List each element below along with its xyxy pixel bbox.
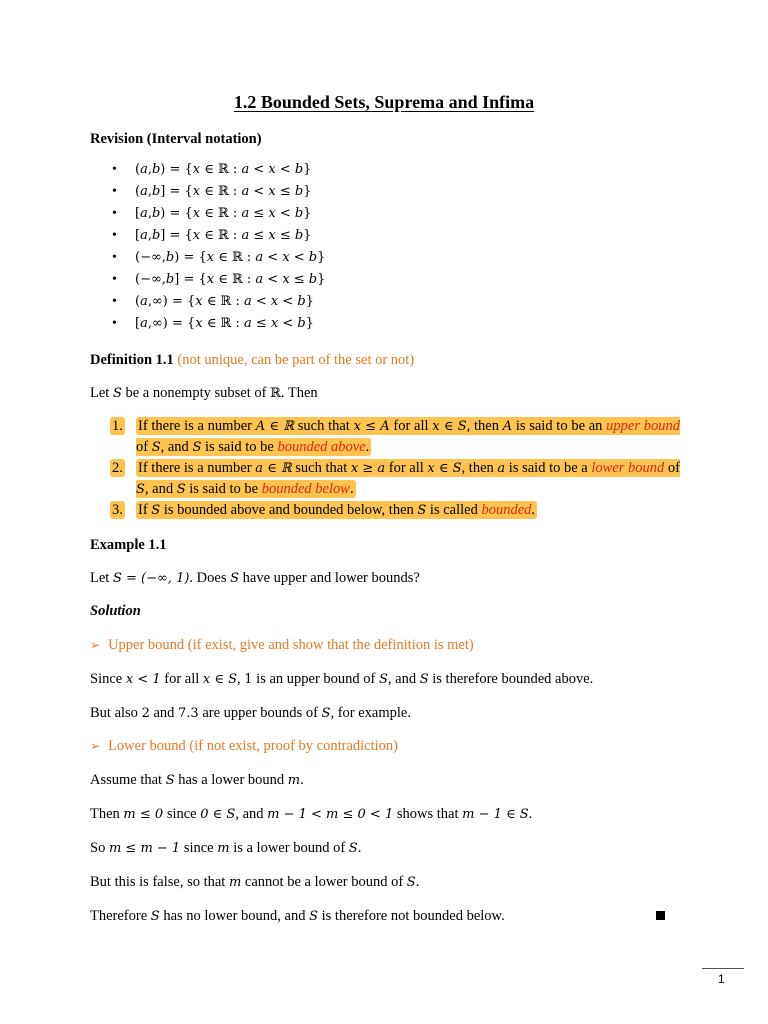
definition-item: 1. If there is a number 𝐴 ∈ ℝ such that 𝑥 ≤ 𝐴 for all 𝑥 ∈ 𝑆, then 𝐴 is said to be an upper bound of 𝑆, and 𝑆 is said to be bounded above.: [112, 418, 680, 455]
page-title: 1.2 Bounded Sets, Suprema and Infima: [233, 92, 535, 112]
definition-list: [110, 416, 680, 521]
list-item: • (𝑎,𝑏] = {𝑥 ∈ ℝ : 𝑎 < 𝑥 ≤ 𝑏}: [90, 184, 325, 206]
list-item: • [𝑎,∞) = {𝑥 ∈ ℝ : 𝑎 ≤ 𝑥 < 𝑏}: [90, 316, 325, 338]
bullet-icon: •: [112, 316, 117, 331]
qed-icon: [656, 911, 665, 920]
bullet-icon: •: [112, 206, 117, 221]
example-question: Let 𝑆 = (−∞, 1). Does 𝑆 have upper and lower bounds?: [90, 570, 420, 586]
list-item: • (𝑎,𝑏) = {𝑥 ∈ ℝ : 𝑎 < 𝑥 < 𝑏}: [90, 162, 325, 184]
arrow-bullet-icon: ➢: [90, 739, 101, 753]
upper-line-1: Since 𝑥 < 1 for all 𝑥 ∈ 𝑆, 1 is an upper bound of 𝑆, and 𝑆 is therefore bounded above.: [90, 671, 594, 687]
list-item: • [𝑎,𝑏] = {𝑥 ∈ ℝ : 𝑎 ≤ 𝑥 ≤ 𝑏}: [90, 228, 325, 250]
solution-heading: Solution: [90, 603, 141, 619]
list-item: • (−∞,𝑏] = {𝑥 ∈ ℝ : 𝑎 < 𝑥 ≤ 𝑏}: [90, 272, 325, 294]
bullet-icon: •: [112, 162, 117, 177]
footer-divider: [702, 968, 744, 969]
lower-line-2: Then 𝑚 ≤ 0 since 0 ∈ 𝑆, and 𝑚 − 1 < 𝑚 ≤ 0 < 1 shows that 𝑚 − 1 ∈ 𝑆.: [90, 806, 533, 822]
upper-bound-heading: ➢ Upper bound (if exist, give and show that the definition is met): [90, 637, 474, 653]
bullet-icon: •: [112, 228, 117, 243]
page-number: 1: [718, 972, 725, 986]
arrow-bullet-icon: ➢: [90, 638, 101, 652]
lower-bound-heading: ➢ Lower bound (if not exist, proof by contradiction): [90, 738, 398, 754]
bullet-icon: •: [112, 184, 117, 199]
lower-line-4: But this is false, so that 𝑚 cannot be a lower bound of 𝑆.: [90, 874, 420, 890]
revision-heading: Revision (Interval notation): [90, 131, 262, 147]
bullet-icon: •: [112, 250, 117, 265]
lower-line-1: Assume that 𝑆 has a lower bound 𝑚.: [90, 772, 304, 788]
definition-intro: Let 𝑆 be a nonempty subset of ℝ. Then: [90, 385, 318, 401]
bullet-icon: •: [112, 272, 117, 287]
bullet-icon: •: [112, 294, 117, 309]
list-item: • [𝑎,𝑏) = {𝑥 ∈ ℝ : 𝑎 ≤ 𝑥 < 𝑏}: [90, 206, 325, 228]
interval-list: [90, 162, 325, 338]
definition-item: 2. If there is a number 𝑎 ∈ ℝ such that 𝑥 ≥ 𝑎 for all 𝑥 ∈ 𝑆, then 𝑎 is said to be a lower bound of 𝑆, and 𝑆 is said to be bounded below.: [112, 460, 681, 497]
upper-line-2: But also 2 and 7.3 are upper bounds of 𝑆, for example.: [90, 705, 411, 721]
definition-item: 3. If 𝑆 is bounded above and bounded below, then 𝑆 is called bounded.: [112, 502, 536, 518]
list-item: • (−∞,𝑏) = {𝑥 ∈ ℝ : 𝑎 < 𝑥 < 𝑏}: [90, 250, 325, 272]
example-heading: Example 1.1: [90, 537, 167, 553]
lower-line-5: Therefore 𝑆 has no lower bound, and 𝑆 is therefore not bounded below.: [90, 908, 505, 924]
lower-line-3: So 𝑚 ≤ 𝑚 − 1 since 𝑚 is a lower bound of 𝑆.: [90, 840, 362, 856]
definition-heading: Definition 1.1 (not unique, can be part of the set or not): [90, 352, 415, 368]
list-item: • (𝑎,∞) = {𝑥 ∈ ℝ : 𝑎 < 𝑥 < 𝑏}: [90, 294, 325, 316]
